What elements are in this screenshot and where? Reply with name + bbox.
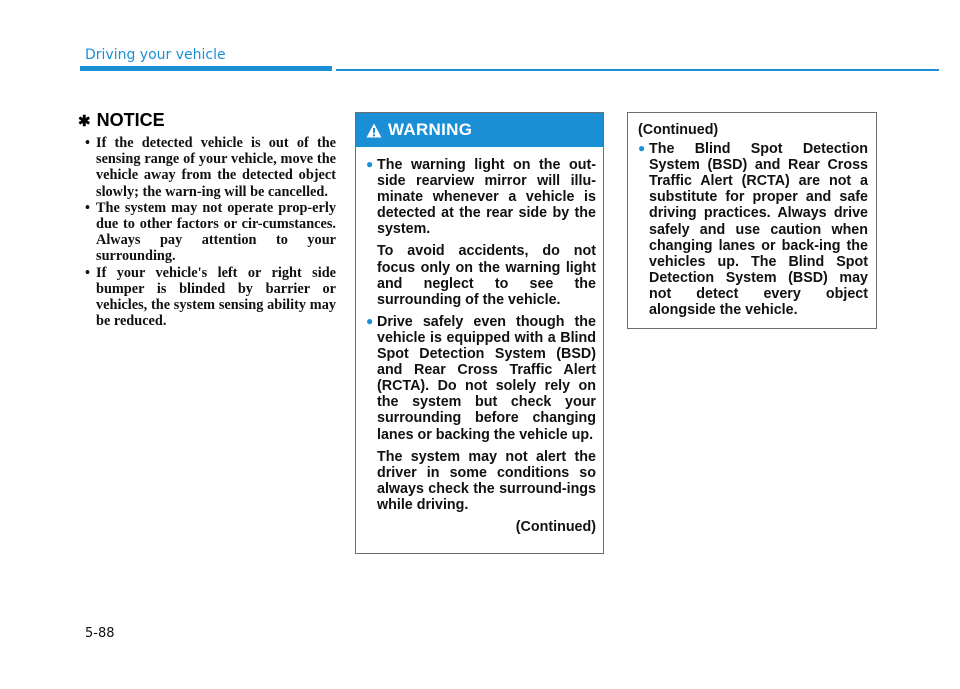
bullet: • <box>85 135 91 151</box>
warning-item-text: Drive safely even though the vehicle is equipped with a Blind Spot Detection System (BSD) and Rear Cross Traffic Alert (RCTA). Do not solely rely on the system but check your surrounding before changing lanes or backing the vehicle up. <box>377 313 596 443</box>
notice-list <box>78 135 336 329</box>
notice-item <box>78 265 336 330</box>
section-title: Driving your vehicle <box>85 47 226 63</box>
header-rule-thick <box>80 66 332 71</box>
warning-body <box>356 147 603 535</box>
continued-item <box>638 141 868 318</box>
warning-header <box>356 113 603 147</box>
warning-item-text: The warning light on the out-side rearview mirror will illu-minate whenever a vehicle is detected at the rear side by the system. <box>377 157 596 238</box>
page-number: 5-88 <box>85 626 115 641</box>
bullet-dot-icon: ● <box>366 313 374 328</box>
star-icon: ✱ <box>78 112 91 130</box>
warning-item-subtext: To avoid accidents, do not focus only on the warning light and neglect to see the surrounding of the vehicle. <box>377 243 596 308</box>
bullet-dot-icon: ● <box>638 141 646 156</box>
warning-item-subtext: The system may not alert the driver in some conditions so always check the surround-ings while driving. <box>377 448 596 513</box>
header-rule-thin <box>336 69 939 71</box>
continued-box <box>627 112 877 329</box>
warning-label: WARNING <box>388 120 473 139</box>
notice-item <box>78 135 336 200</box>
continued-heading: (Continued) <box>638 122 719 138</box>
notice-title: NOTICE <box>96 110 165 130</box>
bullet: • <box>85 264 91 281</box>
bullet: • <box>85 199 91 216</box>
continued-label: (Continued) <box>515 518 596 535</box>
notice-item-text: The system may not operate prop-erly due to other factors or cir-cumstances. Always pay attention to your surrounding. <box>96 199 336 265</box>
notice-item-text: If your vehicle's left or right side bumper is blinded by barrier or vehicles, the system sensing ability may be reduced. <box>96 264 336 330</box>
warning-triangle-icon <box>366 123 382 138</box>
warning-item <box>366 157 596 237</box>
warning-item <box>366 314 596 443</box>
notice-heading <box>78 110 336 131</box>
notice-item <box>78 200 336 265</box>
notice-item-text: If the detected vehicle is out of the sensing range of your vehicle, move the vehicle away from the detected object slowly; the warn-ing will be cancelled. <box>96 135 336 200</box>
continued-item-text: The Blind Spot Detection System (BSD) and Rear Cross Traffic Alert (RCTA) are not a substitute for proper and safe driving practices. Always drive safely and use caution when changing lanes or back-ing the vehicles up. The Blind Spot Detection System (BSD) may not detect every object alongside the vehicle. <box>649 141 868 319</box>
notice-section <box>78 110 336 329</box>
bullet-dot-icon: ● <box>366 157 374 171</box>
warning-box <box>355 112 604 554</box>
